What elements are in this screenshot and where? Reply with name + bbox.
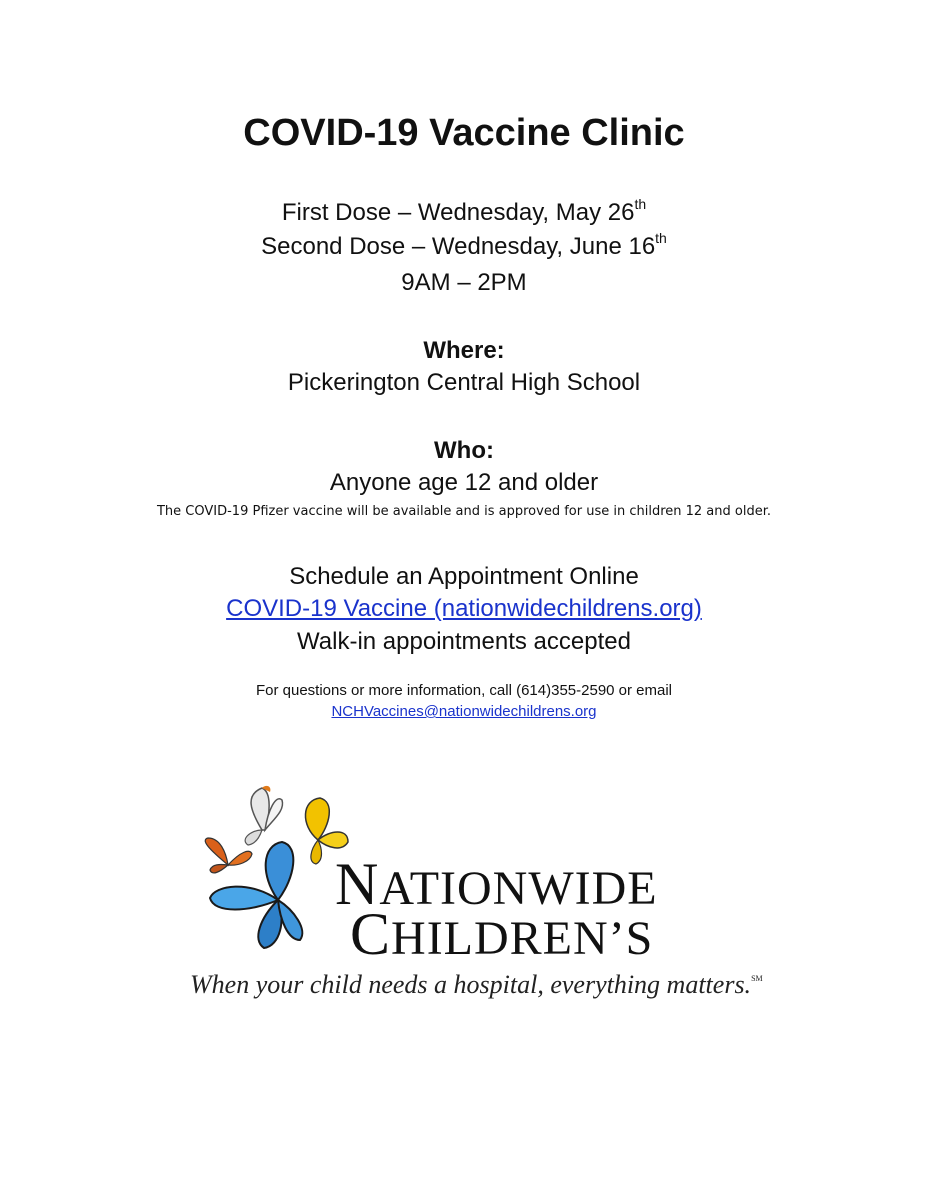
butterflies-icon xyxy=(190,780,350,960)
brand-line-2-cap: C xyxy=(350,901,392,967)
tagline-text: When your child needs a hospital, everything matters. xyxy=(190,970,752,999)
brand-line-2 xyxy=(350,901,654,967)
brand-line-1-rest: ATIONWIDE xyxy=(379,862,658,915)
second-dose-line xyxy=(0,230,928,264)
where-heading: Where: xyxy=(423,337,505,364)
walkin-text: Walk-in appointments accepted xyxy=(297,628,631,655)
orange-butterfly-icon xyxy=(205,838,252,873)
white-butterfly-icon xyxy=(245,786,282,845)
hours-text: 9AM – 2PM xyxy=(401,269,527,296)
location-text: Pickerington Central High School xyxy=(287,369,641,396)
who-heading: Who: xyxy=(434,437,494,464)
page-title: COVID-19 Vaccine Clinic xyxy=(243,112,685,154)
first-dose-suffix: th xyxy=(634,196,647,212)
nationwide-childrens-logo xyxy=(190,780,763,1010)
tagline xyxy=(190,970,763,1000)
service-mark: SM xyxy=(751,974,763,983)
second-dose-text: Second Dose – Wednesday, June 16 xyxy=(261,233,656,260)
first-dose-text: First Dose – Wednesday, May 26 xyxy=(281,199,635,226)
brand-line-2-rest: HILDREN’S xyxy=(391,912,654,965)
schedule-heading: Schedule an Appointment Online xyxy=(289,563,639,590)
contact-text: For questions or more information, call (614)355-2590 or email xyxy=(255,682,673,699)
email-row xyxy=(0,702,928,722)
vaccine-link-row xyxy=(0,592,928,626)
brand-line-1-cap: N xyxy=(335,851,380,917)
eligibility-note: The COVID-19 Pfizer vaccine will be available and is approved for use in children 12 and older. xyxy=(156,504,771,519)
first-dose-line xyxy=(0,196,928,230)
vaccine-appointment-link[interactable]: COVID-19 Vaccine (nationwidechildrens.org) xyxy=(226,595,702,622)
eligibility-text: Anyone age 12 and older xyxy=(329,469,599,496)
email-link[interactable]: NCHVaccines@nationwidechildrens.org xyxy=(331,703,597,720)
second-dose-suffix: th xyxy=(655,230,667,246)
